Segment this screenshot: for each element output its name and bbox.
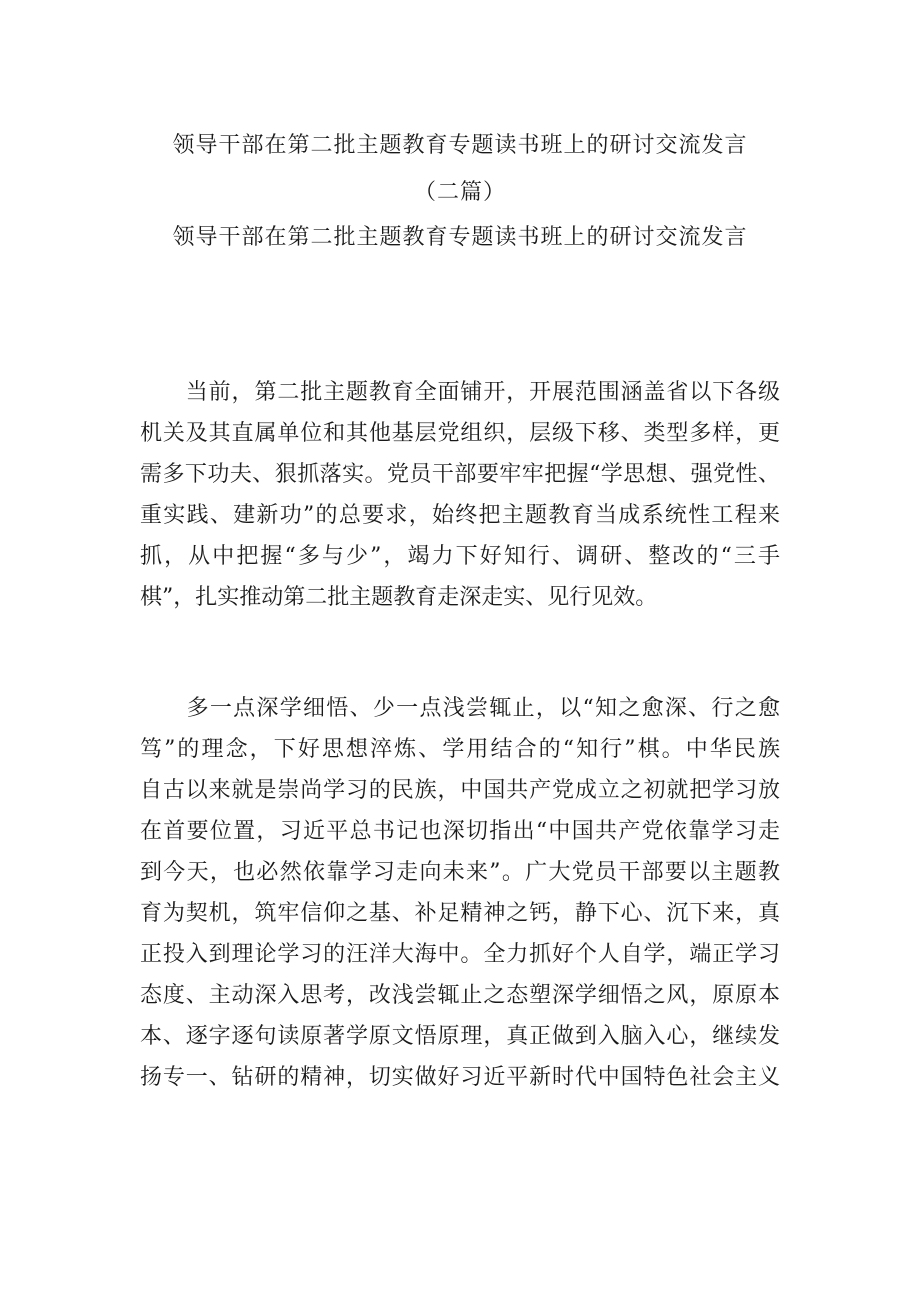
paragraph-line: 重实践、建新功”的总要求，始终把主题教育当成系统性工程来 — [140, 503, 780, 528]
paragraph-line: 当前，第二批主题教育全面铺开，开展范围涵盖省以下各级 — [140, 380, 780, 405]
paragraph-line: 多一点深学细悟、少一点浅尝辄止，以“知之愈深、行之愈 — [140, 696, 780, 721]
paragraph-line: 抓，从中把握“多与少”，竭力下好知行、调研、整改的“三手 — [140, 544, 780, 569]
paragraph-1 — [140, 372, 780, 618]
document-title: 领导干部在第二批主题教育专题读书班上的研讨交流发言 — [172, 133, 748, 158]
article-title: 领导干部在第二批主题教育专题读书班上的研讨交流发言 — [172, 225, 748, 250]
paragraph-line: 育为契机，筑牢信仰之基、补足精神之钙，静下心、沉下来，真 — [140, 901, 780, 926]
paragraph-line: 扬专一、钻研的精神，切实做好习近平新时代中国特色社会主义 — [140, 1065, 780, 1090]
paragraph-line: 机关及其直属单位和其他基层党组织，层级下移、类型多样，更 — [140, 421, 780, 446]
document-subtitle: （二篇） — [413, 180, 506, 205]
paragraph-line: 笃”的理念，下好思想淬炼、学用结合的“知行”棋。中华民族 — [140, 737, 780, 762]
paragraph-line: 正投入到理论学习的汪洋大海中。全力抓好个人自学，端正学习 — [140, 942, 780, 967]
paragraph-line: 态度、主动深入思考，改浅尝辄止之态塑深学细悟之风，原原本 — [140, 983, 780, 1008]
paragraph-line: 需多下功夫、狠抓落实。党员干部要牢牢把握“学思想、强党性、 — [140, 462, 780, 487]
paragraph-line: 棋”，扎实推动第二批主题教育走深走实、见行见效。 — [140, 585, 658, 610]
paragraph-line: 到今天，也必然依靠学习走向未来”。广大党员干部要以主题教 — [140, 860, 780, 885]
paragraph-line: 在首要位置，习近平总书记也深切指出“中国共产党依靠学习走 — [140, 819, 780, 844]
paragraph-line: 本、逐字逐句读原著学原文悟原理，真正做到入脑入心，继续发 — [140, 1024, 780, 1049]
paragraph-line: 自古以来就是崇尚学习的民族，中国共产党成立之初就把学习放 — [140, 778, 780, 803]
paragraph-2 — [140, 688, 780, 1098]
